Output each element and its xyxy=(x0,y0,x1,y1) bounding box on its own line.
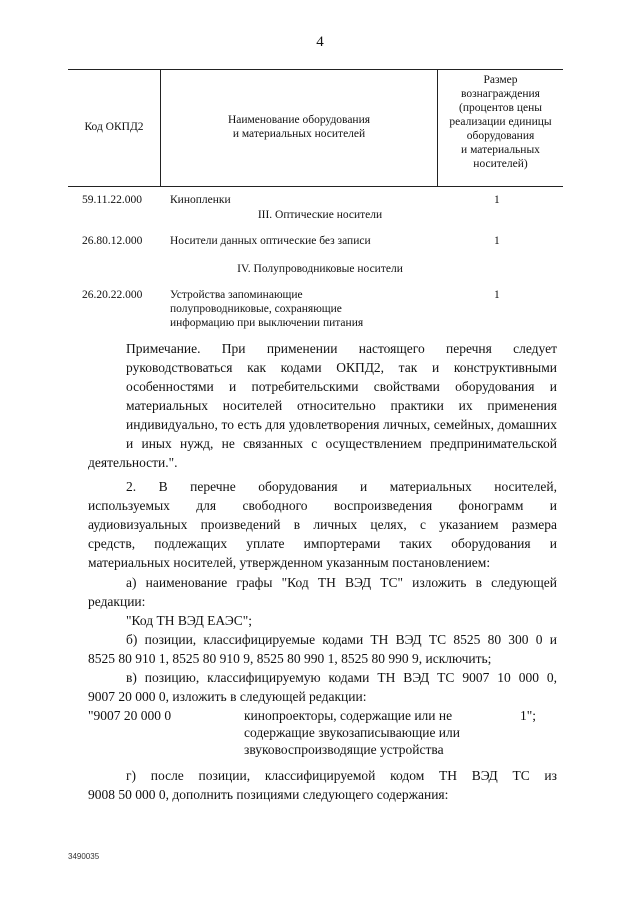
insert-name-line: содержащие звукозаписывающие или xyxy=(244,725,460,740)
row-name: Носители данных оптические без записи xyxy=(170,235,371,247)
text-line: б) позиции, классифицируемые кодами ТН ВЭД ТС 8525 80 300 0 и xyxy=(126,632,557,647)
text-line: руководствоваться как кодами ОКПД2, так и конструктивными xyxy=(126,360,557,375)
row-name xyxy=(170,288,363,330)
text-line: Примечание. При применении настоящего перечня следует xyxy=(126,341,557,356)
footer-code: 3490035 xyxy=(68,852,100,861)
section-heading: III. Оптические носители xyxy=(257,209,383,221)
paragraph-2 xyxy=(88,477,557,572)
row-name-line: Устройства запоминающие xyxy=(170,289,303,301)
text-line: редакции: xyxy=(88,594,146,609)
insert-code: "9007 20 000 0 xyxy=(88,708,172,723)
table-header-rule xyxy=(68,186,563,187)
text-line: аудиовизуальных произведений в личных целях, с указанием размера xyxy=(88,517,557,532)
text-line: а) наименование графы "Код ТН ВЭД ТС" изложить в следующей xyxy=(126,575,557,590)
insert-rate: 1"; xyxy=(520,708,537,723)
text-line: 9007 20 000 0, изложить в следующей редакции: xyxy=(88,689,367,704)
item-b xyxy=(88,630,557,668)
row-rate: 1 xyxy=(494,289,500,301)
text-line: материальных носителей, утвержденном указанным постановлением: xyxy=(88,555,491,570)
text-line: в) позицию, классифицируемую кодами ТН ВЭД ТС 9007 10 000 0, xyxy=(126,670,557,685)
section-heading: IV. Полупроводниковые носители xyxy=(237,263,403,275)
insert-name-line: кинопроекторы, содержащие или не xyxy=(244,708,453,723)
text-line: деятельности.". xyxy=(88,455,178,470)
text-line: используемых для свободного воспроизведения фонограмм и xyxy=(88,498,557,513)
row-name: Кинопленки xyxy=(170,194,231,206)
row-rate: 1 xyxy=(494,194,500,206)
text-line: г) после позиции, классифицируемой кодом ТН ВЭД ТС из xyxy=(126,768,557,783)
row-rate: 1 xyxy=(494,235,500,247)
text-line: индивидуально, то есть для удовлетворения личных, семейных, домашних xyxy=(126,417,557,432)
row-code: 26.80.12.000 xyxy=(82,235,143,247)
item-g xyxy=(88,766,557,804)
text-line: 2. В перечне оборудования и материальных носителей, xyxy=(126,479,557,494)
header-rate-line: носителей) xyxy=(473,158,528,170)
text-line: особенностями и потребительскими свойствами оборудования и xyxy=(126,379,557,394)
insert-name-line: звуковоспроизводящие устройства xyxy=(244,742,444,757)
text-line: 9008 50 000 0, дополнить позициями следующего содержания: xyxy=(88,787,449,802)
item-v xyxy=(88,668,557,706)
header-rate-line: оборудования xyxy=(466,130,535,142)
header-rate-line: вознаграждения xyxy=(461,88,540,100)
header-rate xyxy=(438,73,563,171)
row-name-line: полупроводниковые, сохраняющие xyxy=(170,303,342,315)
header-code: Код ОКПД2 xyxy=(84,121,144,133)
text-line: средств, подлежащих уплате импортерами таких оборудования и xyxy=(88,536,557,551)
row-code: 59.11.22.000 xyxy=(82,194,142,206)
insert-name xyxy=(244,707,460,758)
header-name xyxy=(161,113,437,141)
text-line: материальных носителей относительно практики их применения xyxy=(126,398,557,413)
row-name-line: информацию при выключении питания xyxy=(170,317,364,329)
table-top-rule xyxy=(68,69,563,70)
text-line: 8525 80 910 1, 8525 80 910 9, 8525 80 990 1, 8525 80 990 9, исключить; xyxy=(88,651,492,666)
page-number: 4 xyxy=(316,34,324,50)
header-rate-line: Размер xyxy=(483,74,518,86)
note-paragraph xyxy=(88,339,557,472)
item-a xyxy=(88,573,557,611)
header-rate-line: реализации единицы xyxy=(449,116,552,128)
text-line: и иных нужд, не связанных с осуществлением предпринимательской xyxy=(126,436,557,451)
row-code: 26.20.22.000 xyxy=(82,289,143,301)
header-name-line: Наименование оборудования xyxy=(227,114,371,126)
header-name-line: и материальных носителей xyxy=(232,128,366,140)
item-a-value: "Код ТН ВЭД ЕАЭС"; xyxy=(126,613,253,628)
header-rate-line: и материальных xyxy=(461,144,540,156)
header-rate-line: (процентов цены xyxy=(459,102,542,114)
